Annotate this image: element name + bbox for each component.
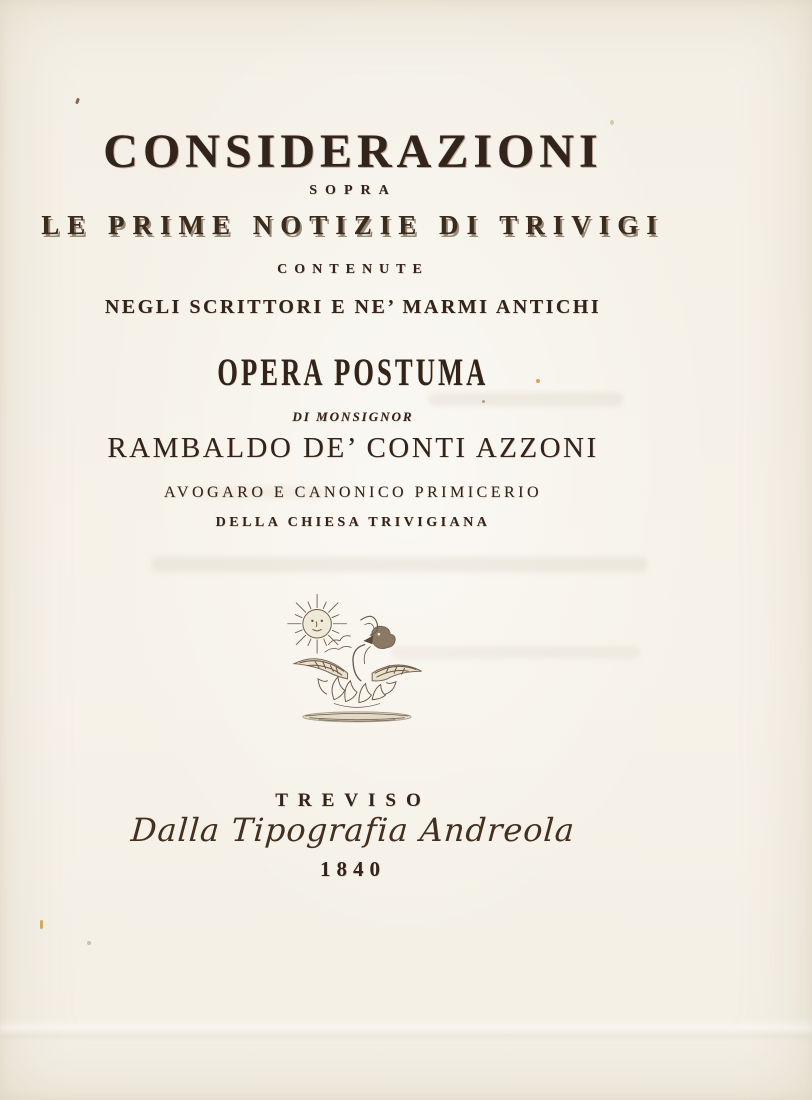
- paper-speck: [75, 98, 80, 105]
- imprint-city: TREVISO: [275, 790, 431, 811]
- base-mound: [303, 712, 411, 722]
- opera-postuma-line: [0, 351, 706, 394]
- page-title: CONSIDERAZIONI: [103, 125, 603, 178]
- author-titles-line: AVOGARO E CANONICO PRIMICERIO: [163, 484, 543, 501]
- di-monsignor-line: DI MONSIGNOR: [292, 409, 414, 424]
- sources-line: NEGLI SCRITTORI E NE’ MARMI ANTICHI: [104, 296, 602, 318]
- phoenix-head: [365, 626, 396, 648]
- flames: [318, 677, 396, 707]
- paper-speck: [87, 941, 91, 945]
- contenute-line: CONTENUTE: [277, 262, 429, 277]
- paper-speck: [482, 400, 485, 403]
- opera-postuma-text: OPERA POSTUMA: [217, 351, 489, 394]
- author-name: RAMBALDO DE’ CONTI AZZONI: [107, 432, 599, 464]
- paper-speck: [40, 920, 43, 929]
- left-wing: [294, 659, 347, 679]
- church-line: DELLA CHIESA TRIVIGIANA: [215, 515, 491, 530]
- right-wing: [372, 665, 421, 681]
- sopra-line: SOPRA: [309, 183, 397, 198]
- show-through-smudge: [152, 557, 647, 572]
- show-through-smudge: [428, 393, 623, 406]
- paper-speck: [610, 120, 614, 125]
- phoenix-sun-vignette: [281, 582, 433, 732]
- imprint-publisher: Dalla Tipografia Andreola: [129, 811, 577, 849]
- paper-crease: [0, 1018, 812, 1040]
- subtitle: LE PRIME NOTIZIE DI TRIVIGI: [41, 210, 665, 240]
- imprint-year: 1840: [320, 857, 386, 881]
